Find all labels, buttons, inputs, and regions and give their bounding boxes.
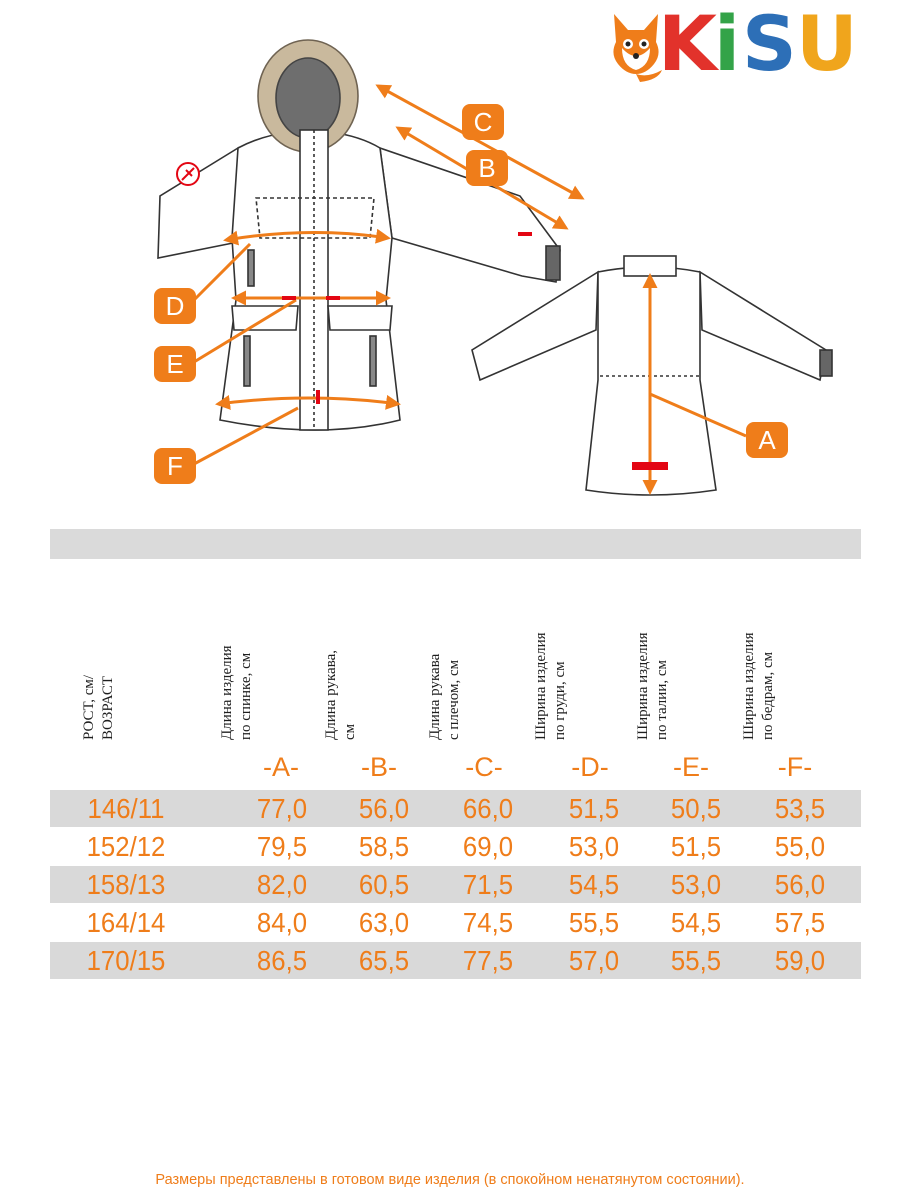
value-cell: 65,5: [358, 945, 410, 976]
header-col-a: Длина изделия по спинке, см: [219, 645, 254, 740]
size-cell: 164/14: [86, 907, 166, 938]
value-cell: 57,5: [774, 907, 826, 938]
callout-e: [154, 346, 196, 382]
value-cell: 53,5: [774, 793, 826, 824]
column-letters: [50, 752, 861, 784]
header-col-f: Ширина изделия по бедрам, см: [741, 632, 776, 740]
size-cell: 170/15: [86, 945, 166, 976]
value-cell: 58,5: [358, 831, 410, 862]
parka-measurement-diagram: [0, 0, 900, 520]
parka-back-drawing: [472, 256, 832, 495]
table-row: [50, 828, 861, 865]
value-cell: 53,0: [568, 831, 620, 862]
value-cell: 77,5: [462, 945, 514, 976]
callout-b-label: B: [478, 153, 496, 183]
header-col-c: Длина рукава с плечом, см: [427, 653, 462, 740]
size-cell: 152/12: [86, 831, 166, 862]
footnote: Размеры представлены в готовом виде изделия (в спокойном ненатянутом состоянии).: [155, 1172, 745, 1188]
callout-b: [466, 150, 508, 186]
table-row: [50, 866, 861, 903]
value-cell: 53,0: [670, 869, 722, 900]
callout-a: [746, 422, 788, 458]
callout-f: [154, 448, 196, 484]
value-cell: 55,0: [774, 831, 826, 862]
header-col-e: Ширина изделия по талии, см: [635, 632, 670, 740]
table-row: [50, 942, 861, 979]
logo-letter-k: K: [658, 0, 717, 88]
value-cell: 54,5: [568, 869, 620, 900]
value-cell: 55,5: [568, 907, 620, 938]
value-cell: 82,0: [256, 869, 308, 900]
letter-d: -D-: [571, 752, 609, 782]
value-cell: 63,0: [358, 907, 410, 938]
size-cell: 146/11: [87, 793, 165, 824]
size-cell: 158/13: [86, 869, 166, 900]
value-cell: 55,5: [670, 945, 722, 976]
value-cell: 84,0: [256, 907, 308, 938]
value-cell: 74,5: [462, 907, 514, 938]
value-cell: 69,0: [462, 831, 514, 862]
callout-e-label: E: [166, 349, 184, 379]
table-row: [50, 904, 861, 941]
value-cell: 60,5: [358, 869, 410, 900]
logo-letter-s: S: [742, 0, 797, 88]
callout-f-label: F: [167, 451, 183, 481]
value-cell: 51,5: [670, 831, 722, 862]
value-cell: 79,5: [256, 831, 308, 862]
value-cell: 56,0: [774, 869, 826, 900]
callout-c: [462, 104, 504, 140]
logo-letter-i: i: [714, 0, 741, 88]
letter-b: -B-: [361, 752, 397, 782]
callout-d-label: D: [165, 291, 185, 321]
value-cell: 57,0: [568, 945, 620, 976]
value-cell: 71,5: [462, 869, 514, 900]
value-cell: 86,5: [256, 945, 308, 976]
letter-f: -F-: [777, 752, 813, 782]
value-cell: 51,5: [568, 793, 620, 824]
value-cell: 66,0: [462, 793, 514, 824]
letter-a: -A-: [263, 752, 299, 782]
letter-c: -C-: [465, 752, 503, 782]
value-cell: 50,5: [670, 793, 722, 824]
letter-e: -E-: [673, 752, 709, 782]
logo-letter-u: U: [796, 0, 858, 88]
value-cell: 54,5: [670, 907, 722, 938]
table-row: [50, 790, 861, 827]
value-cell: 59,0: [774, 945, 826, 976]
value-cell: 56,0: [358, 793, 410, 824]
header-size: РОСТ, см/ ВОЗРАСТ: [81, 674, 116, 740]
header-col-d: Ширина изделия по груди, см: [533, 632, 568, 740]
callout-d: [154, 288, 196, 324]
table-top-bar: [50, 529, 861, 559]
value-cell: 77,0: [256, 793, 308, 824]
callout-c-label: C: [473, 107, 493, 137]
callout-a-label: A: [758, 425, 776, 455]
sleeve-badge-icon: [177, 163, 199, 185]
header-col-b: Длина рукава, см: [323, 650, 358, 740]
